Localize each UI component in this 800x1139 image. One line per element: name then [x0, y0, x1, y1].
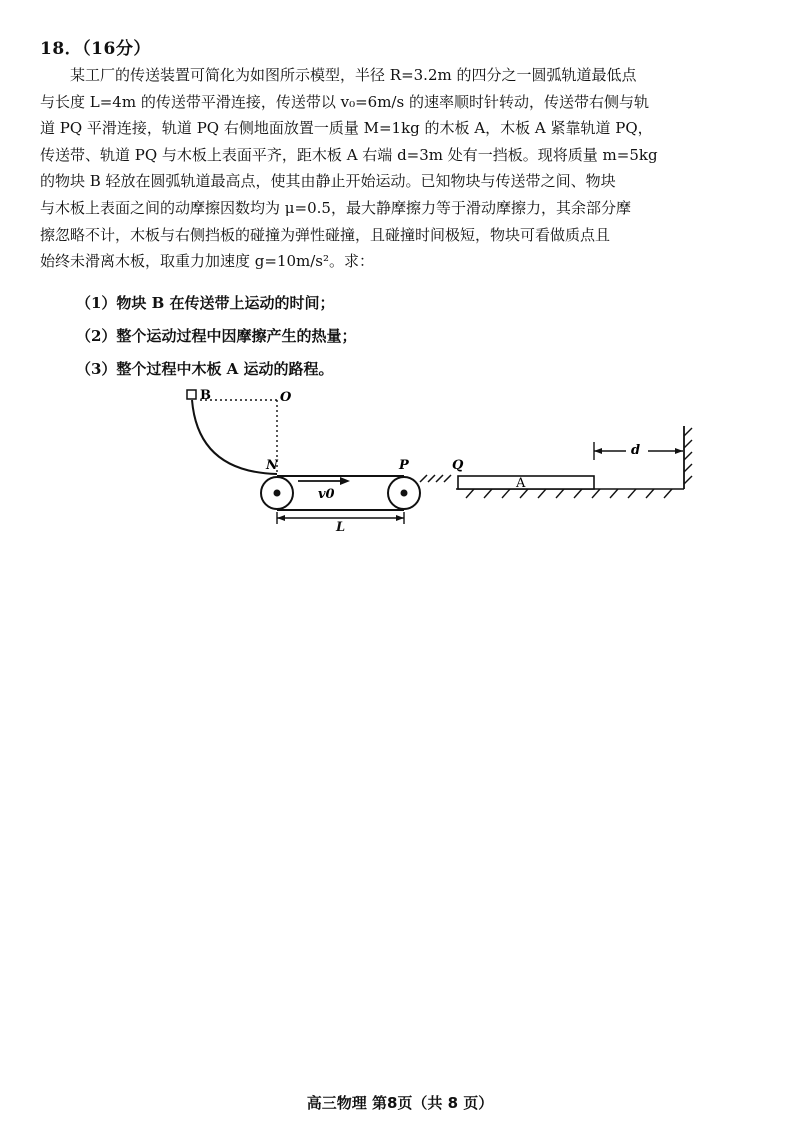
- label-q: Q: [452, 458, 464, 473]
- right-pulley-axle: [401, 490, 408, 497]
- conveyor-diagram: [180, 386, 720, 536]
- distance-arrow-left: [594, 448, 602, 454]
- label-a: A: [516, 476, 526, 491]
- label-p: P: [399, 458, 409, 473]
- stem-line: 与木板上表面之间的动摩擦因数均为 μ=0.5，最大静摩擦力等于滑动摩擦力，其余部分摩: [40, 198, 631, 217]
- stem-line: 传送带、轨道 PQ 与木板上表面平齐，距木板 A 右端 d=3m 处有一挡板。现将质量 m=5kg: [40, 145, 658, 164]
- left-pulley-axle: [274, 490, 281, 497]
- sub-question-1: （1）物块 B 在传送带上运动的时间；: [76, 294, 335, 312]
- stem-line: 擦忽略不计，木板与右侧挡板的碰撞为弹性碰撞，且碰撞时间极短，物块可看做质点且: [40, 225, 611, 244]
- stem-line: 与长度 L=4m 的传送带平滑连接，传送带以 v₀=6m/s 的速率顺时针转动，传送带右侧与轨: [40, 92, 649, 111]
- stem-line: 的物块 B 轻放在圆弧轨道最高点，使其由静止开始运动。已知物块与传送带之间、物块: [40, 172, 616, 191]
- label-o: O: [280, 390, 292, 405]
- length-arrow-right: [396, 515, 404, 521]
- label-n: N: [266, 458, 278, 473]
- ground-hatching: [466, 489, 672, 498]
- wall-hatching: [684, 428, 692, 484]
- stem-line: 道 PQ 平滑连接，轨道 PQ 右侧地面放置一质量 M=1kg 的木板 A，木板 A 紧靠轨道 PQ，: [40, 119, 653, 138]
- question-stem: [40, 62, 778, 275]
- distance-arrow-right: [675, 448, 683, 454]
- length-arrow-left: [277, 515, 285, 521]
- arc-track: [192, 400, 277, 474]
- track-pq: [420, 475, 451, 482]
- board-a: [458, 476, 594, 489]
- label-b: B: [200, 388, 211, 403]
- label-v0: v0: [318, 487, 335, 502]
- question-number: 18．（16分）: [40, 39, 151, 59]
- sub-question-2: （2）整个运动过程中因摩擦产生的热量；: [76, 327, 357, 345]
- label-d: d: [631, 443, 641, 458]
- sub-question-3: （3）整个过程中木板 A 运动的路程。: [76, 360, 334, 378]
- stem-line: 始终未滑离木板，取重力加速度 g=10m/s²。求：: [40, 252, 375, 271]
- stem-line: 某工厂的传送装置可简化为如图所示模型，半径 R=3.2m 的四分之一圆弧轨道最低点: [70, 66, 637, 84]
- velocity-arrowhead: [340, 477, 350, 485]
- block-b: [187, 390, 196, 399]
- page-footer: 高三物理 第8页（共 8 页）: [306, 1094, 494, 1112]
- label-l: L: [336, 520, 346, 535]
